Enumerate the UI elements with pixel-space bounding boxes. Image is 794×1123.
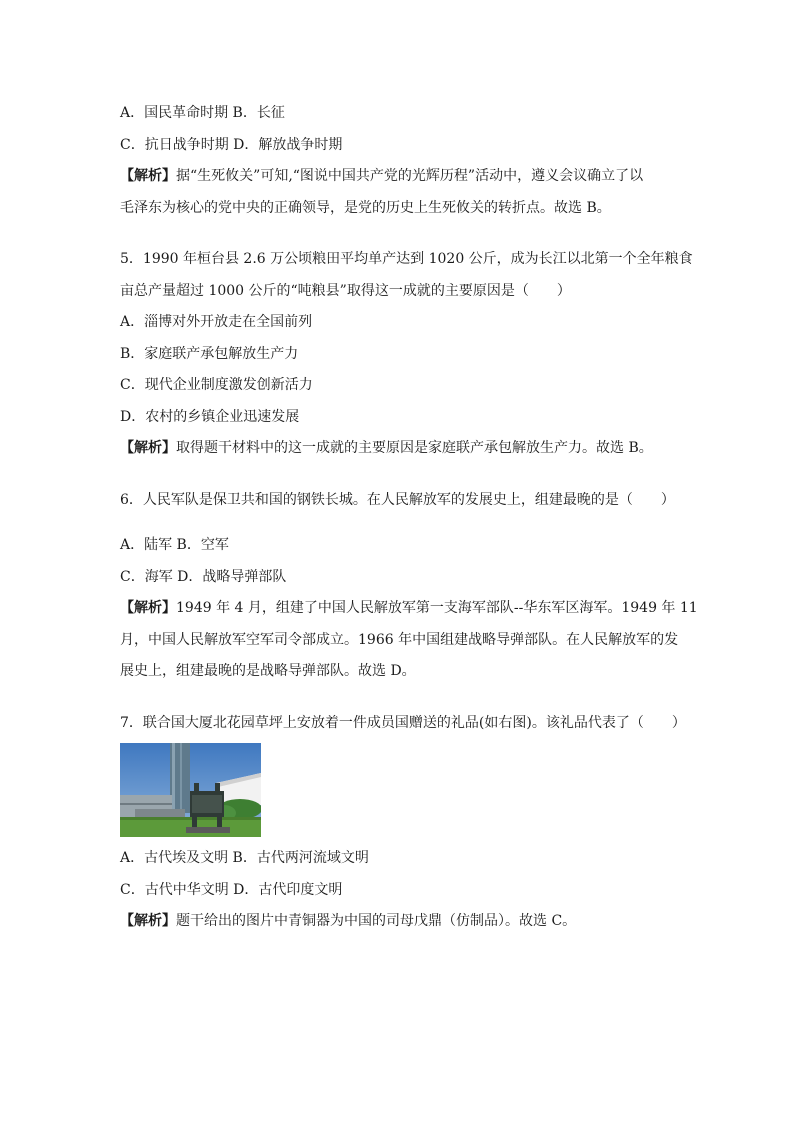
q5-analysis-text: 取得题干材料中的这一成就的主要原因是家庭联产承包解放生产力。故选 B。 [176, 440, 653, 456]
spacer [120, 465, 680, 485]
q7-options-ab: A．古代埃及文明 B．古代两河流域文明 [120, 850, 369, 866]
q5-option-d: D．农村的乡镇企业迅速发展 [120, 408, 300, 425]
q5-option-a: A．淄博对外开放走在全国前列 [120, 314, 313, 330]
q6-analysis-text-1: 1949 年 4 月，组建了中国人民解放军第一支海军部队--华东军区海军。1949 年 11 [176, 600, 698, 616]
q5-stem-line-2: 亩总产量超过 1000 公斤的“吨粮县”取得这一成就的主要原因是（ ） [120, 282, 571, 299]
q7-options-cd: C．古代中华文明 D．古代印度文明 [120, 881, 343, 898]
q6-analysis-line-2: 月，中国人民解放军空军司令部成立。1966 年中国组建战略导弹部队。在人民解放军的发 [120, 631, 679, 648]
q6-stem: 6．人民军队是保卫共和国的钢铁长城。在人民解放军的发展史上，组建最晚的是（ ） [120, 491, 675, 508]
document-page [120, 98, 698, 938]
q4-analysis-text-1: 据“生死攸关”可知,“图说中国共产党的光辉历程”活动中，遵义会议确立了以 [176, 168, 644, 184]
q6-options-ab: A．陆军 B．空军 [120, 537, 229, 553]
q6-options-cd: C．海军 D．战略导弹部队 [120, 568, 287, 585]
q5-option-c: C．现代企业制度激发创新活力 [120, 377, 313, 393]
un-garden-bronze-ding-photo [120, 743, 261, 837]
q5-analysis [120, 433, 680, 465]
spacer [120, 516, 680, 530]
analysis-tag: 【解析】 [120, 168, 176, 184]
q7-analysis [120, 906, 680, 938]
spacer [120, 688, 680, 708]
q4-analysis-line-1 [120, 161, 680, 193]
analysis-tag: 【解析】 [120, 600, 176, 616]
analysis-tag: 【解析】 [120, 440, 176, 456]
q7-stem: 7．联合国大厦北花园草坪上安放着一件成员国赠送的礼品(如右图)。该礼品代表了（ ） [120, 714, 686, 731]
q5-stem-line-1: 5．1990 年桓台县 2.6 万公顷粮田平均单产达到 1020 公斤，成为长江以北第一个全年粮食 [120, 251, 693, 267]
q6-analysis-line-1 [120, 593, 698, 625]
q4-options-ab: A．国民革命时期 B．长征 [120, 105, 285, 121]
q4-analysis-line-2: 毛泽东为核心的党中央的正确领导，是党的历史上生死攸关的转折点。故选 B。 [120, 199, 611, 216]
q7-analysis-text: 题干给出的图片中青铜器为中国的司母戊鼎（仿制品）。故选 C。 [176, 913, 577, 929]
spacer [120, 224, 680, 244]
q6-analysis-line-3: 展史上，组建最晚的是战略导弹部队。故选 D。 [120, 663, 416, 679]
q5-option-b: B．家庭联产承包解放生产力 [120, 345, 299, 362]
q4-options-cd: C．抗日战争时期 D．解放战争时期 [120, 136, 343, 153]
analysis-tag: 【解析】 [120, 913, 176, 929]
